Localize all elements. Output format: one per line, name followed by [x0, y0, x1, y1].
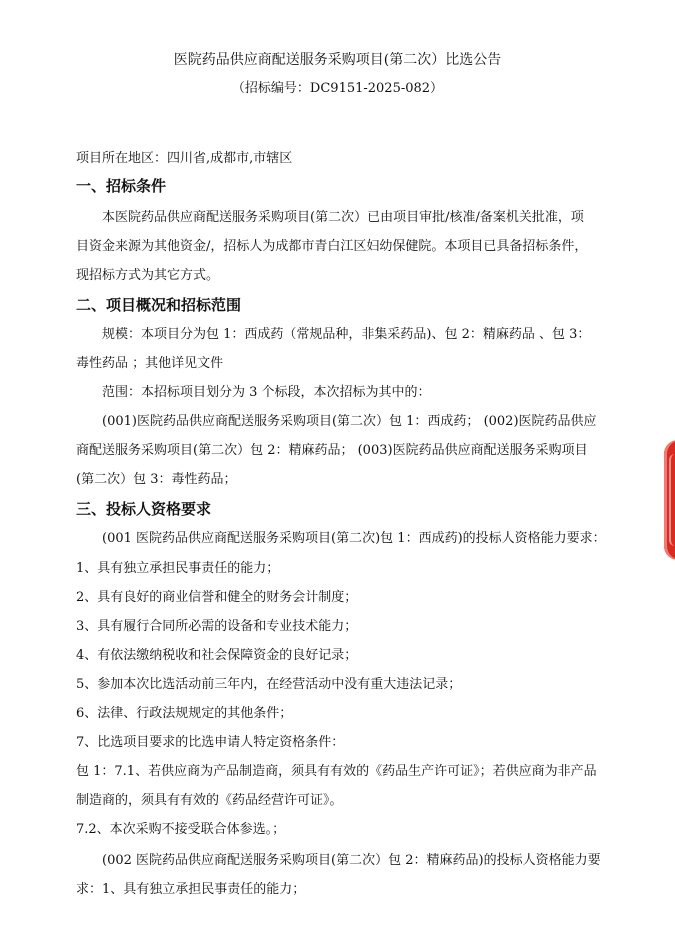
section-line: (001 医院药品供应商配送服务采购项目(第二次)包 1：西成药)的投标人资格能力要求：: [102, 531, 606, 546]
list-item: 1、具有独立承担民事责任的能力；: [76, 561, 280, 576]
section-line: 毒性药品 ；其他详见文件: [76, 356, 224, 371]
red-seal-icon: [664, 440, 675, 560]
section-line: 范围：本招标项目划分为 3 个标段，本次招标为其中的：: [102, 385, 431, 400]
document-title: 医院药品供应商配送服务采购项目(第二次）比选公告: [173, 52, 502, 68]
section-line: 规模：本项目分为包 1：西成药（常规品种，非集采药品)、包 2：精麻药品 、包 3：: [102, 327, 591, 342]
section-line: (001)医院药品供应商配送服务采购项目(第二次）包 1：西成药； (002)医院药品供应: [102, 414, 597, 429]
list-item: 5、参加本次比选活动前三年内，在经营活动中没有重大违法记录；: [76, 677, 462, 692]
list-item: 7、比选项目要求的比选申请人特定资格条件：: [76, 735, 345, 750]
section-line: (002 医院药品供应商配送服务采购项目(第二次）包 2：精麻药品)的投标人资格能力要: [102, 853, 601, 868]
list-item: 6、法律、行政法规规定的其他条件；: [76, 706, 293, 721]
section-line: 本医院药品供应商配送服务采购项目(第二次）已由项目审批/核准/备案机关批准，项: [102, 210, 584, 225]
list-item: 7.2、本次采购不接受联合体参选。；: [76, 822, 286, 837]
section-heading-project-overview: 二、项目概况和招标范围: [76, 296, 242, 314]
list-item: 2、具有良好的商业信誉和健全的财务会计制度；: [76, 590, 358, 605]
section-heading-bidder-qualifications: 三、投标人资格要求: [76, 500, 212, 518]
list-item: 包 1：7.1、若供应商为产品制造商，须具有有效的《药品生产许可证》；若供应商为非产品: [76, 764, 597, 779]
section-line: 求：1、具有独立承担民事责任的能力；: [76, 882, 306, 897]
section-line: (第二次）包 3：毒性药品；: [76, 472, 237, 487]
tender-code: （招标编号：DC9151-2025-082）: [231, 81, 444, 96]
section-line: 目资金来源为其他资金/，招标人为成都市青白江区妇幼保健院。本项目已具备招标条件，: [76, 239, 588, 254]
list-item: 4、有依法缴纳税收和社会保障资金的良好记录；: [76, 648, 358, 663]
section-line: 现招标方式为其它方式。: [76, 268, 220, 283]
list-item: 制造商的，须具有有效的《药品经营许可证》。: [76, 793, 343, 808]
project-location: 项目所在地区：四川省,成都市,市辖区: [76, 151, 293, 166]
list-item: 3、具有履行合同所必需的设备和专业技术能力；: [76, 619, 358, 634]
section-line: 商配送服务采购项目(第二次）包 2：精麻药品； (003)医院药品供应商配送服务采购项目: [76, 443, 588, 458]
section-heading-bidding-conditions: 一、招标条件: [76, 177, 167, 195]
